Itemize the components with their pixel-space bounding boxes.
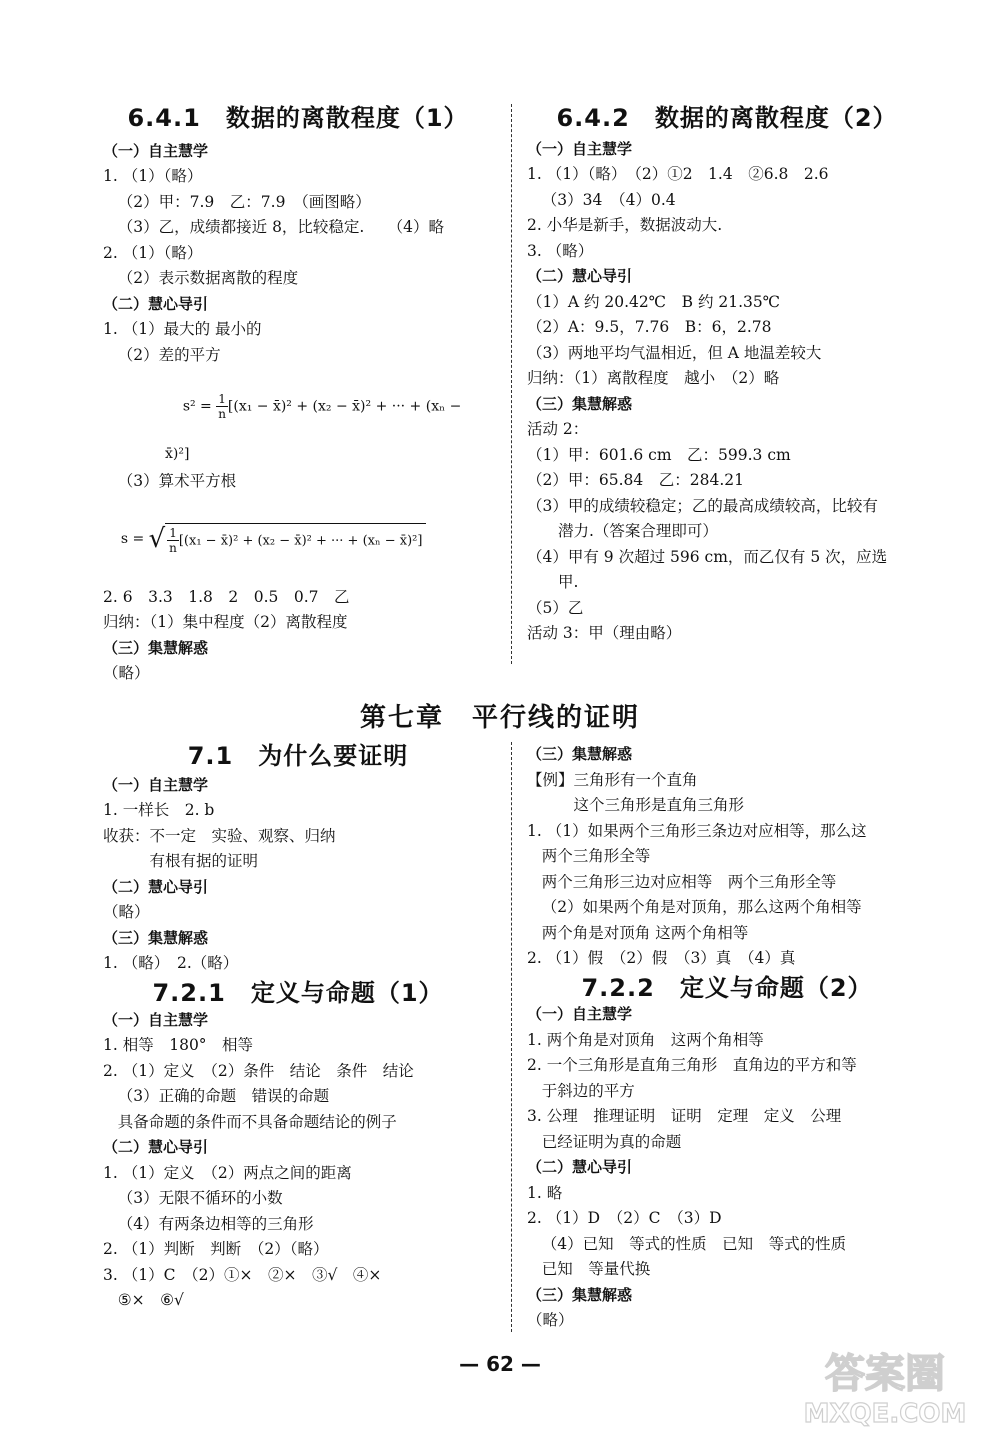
std-dev-formula: [103, 501, 493, 577]
section-heading: （三）集慧解惑: [527, 745, 633, 763]
section-title: 6.4.2 数据的离散程度（2）: [556, 104, 898, 132]
answer-line: 2. 小华是新手，数据波动大.: [527, 216, 723, 235]
answer-line: （2）表示数据离散的程度: [103, 269, 299, 288]
answer-line: 1. （1）最大的 最小的: [103, 320, 262, 339]
column-divider: [511, 742, 512, 1332]
answer-line: 1. （1）如果两个三角形三条边对应相等，那么这: [527, 821, 867, 840]
answer-list: [103, 139, 493, 369]
section-heading: （一）自主慧学: [527, 1005, 633, 1024]
answer-line: 1. （1）（略）: [103, 167, 203, 186]
answer-line: ⑤× ⑥√: [103, 1291, 184, 1310]
answer-list: [527, 1002, 927, 1334]
page-number: — 62 —: [459, 1352, 541, 1376]
answer-line: （3）乙，成绩都接近 8，比较稳定. （4）略: [103, 218, 444, 237]
answer-line: （2）A：9.5，7.76 B：6，2.78: [527, 318, 772, 337]
section-heading: （二）慧心导引: [103, 1138, 209, 1157]
answer-line: （2）差的平方: [103, 345, 221, 364]
answer-line: 2. 一个三角形是直角三角形 直角边的平方和等: [527, 1056, 857, 1075]
formula-fraction: [167, 526, 179, 555]
answer-line: （1）A 约 20.42℃ B 约 21.35℃: [527, 292, 781, 311]
answer-line: 两个三角形三边对应相等 两个三角形全等: [527, 872, 837, 891]
answer-line: 2. （1）定义 （2）条件 结论 条件 结论: [103, 1061, 414, 1080]
formula-fraction: [216, 392, 228, 421]
section-heading: （二）慧心导引: [103, 294, 209, 313]
section-6-4-1: [103, 104, 493, 687]
answer-list: [103, 585, 493, 687]
answer-line: （4）有两条边相等的三角形: [103, 1214, 314, 1233]
answer-line: （2）甲：7.9 乙：7.9 （画图略）: [103, 192, 371, 211]
answer-line: 归纳：（1）集中程度（2）离散程度: [103, 613, 348, 632]
answer-line: 收获：不一定 实验、观察、归纳: [103, 826, 336, 845]
column-divider: [511, 104, 512, 664]
answer-line: 活动 2：: [527, 420, 589, 439]
answer-line: （1）甲：601.6 cm 乙：599.3 cm: [527, 445, 791, 464]
answer-line: 2. （1）D （2）C （3）D: [527, 1209, 722, 1228]
formula-body: [(x₁ − x̄)² + (x₂ − x̄)² + ··· + (xₙ −: [227, 398, 462, 415]
answer-line: 归纳：（1）离散程度 越小 （2）略: [527, 369, 780, 388]
answer-list: [103, 1008, 493, 1314]
formula-body: [(x₁ − x̄)² + (x₂ − x̄)² + ··· + (xₙ − x̄)²]: [178, 533, 423, 549]
section-heading: （一）自主慧学: [527, 139, 633, 158]
answer-line: 3. 公理 推理证明 证明 定理 定义 公理: [527, 1107, 842, 1126]
section-title: 6.4.1 数据的离散程度（1）: [127, 104, 469, 132]
answer-line: 2. 6 3.3 1.8 2 0.5 0.7 乙: [103, 587, 350, 606]
answer-line: 1. （略） 2.（略）: [103, 954, 239, 973]
section-title: 7.2.1 定义与命题（1）: [152, 978, 444, 1007]
sqrt-icon: √: [148, 523, 166, 554]
answer-list: [527, 742, 927, 972]
answer-line: 于斜边的平方: [527, 1081, 635, 1100]
section-heading: （三）集慧解惑: [527, 1285, 633, 1304]
sqrt-radicand: [165, 523, 426, 555]
section-heading: （一）自主慧学: [103, 141, 209, 160]
answer-line: （3）34 （4）0.4: [527, 190, 676, 209]
answer-line: （略）: [103, 903, 150, 922]
answer-line: （略）: [103, 664, 150, 683]
fraction-denominator: n: [169, 540, 177, 555]
section-heading: （二）慧心导引: [527, 267, 633, 286]
answer-line: 活动 3：甲（理由略）: [527, 624, 682, 643]
section-heading: （三）集慧解惑: [527, 394, 633, 413]
fraction-denominator: n: [218, 407, 226, 422]
section-6-4-2: [527, 104, 927, 647]
section-7-1: [103, 742, 493, 1314]
chapter-title: 第七章 平行线的证明: [359, 703, 640, 733]
variance-formula-cont: x̄)²]: [165, 446, 190, 463]
answer-line: 2. （1）（略）: [103, 243, 203, 262]
answer-line: （2）甲：65.84 乙：284.21: [527, 471, 744, 490]
answer-line: （3）正确的命题 错误的命题: [103, 1087, 330, 1106]
answer-line: （3）两地平均气温相近，但 A 地温差较大: [527, 343, 822, 362]
answer-line: 1. 相等 180° 相等: [103, 1036, 254, 1055]
section-7-1-continued: [527, 742, 927, 1334]
answer-line: （4）甲有 9 次超过 596 cm，而乙仅有 5 次，应选: [527, 547, 888, 566]
section-heading: （一）自主慧学: [103, 775, 209, 794]
answer-line: 3. （略）: [527, 241, 594, 260]
section-heading: （三）集慧解惑: [103, 928, 209, 947]
answer-line: 潜力.（答案合理即可）: [527, 522, 718, 541]
answer-line: 3. （1）C （2）①× ②× ③√ ④×: [103, 1265, 382, 1284]
watermark-logo: [790, 1337, 980, 1432]
answer-list: [527, 137, 927, 647]
section-heading: （一）自主慧学: [103, 1010, 209, 1029]
answer-line: 1. （1）（略） （2）①2 1.4 ②6.8 2.6: [527, 165, 829, 184]
answer-line: （4）已知 等式的性质 已知 等式的性质: [527, 1234, 847, 1253]
formula-lhs: s² =: [182, 398, 217, 415]
section-heading: （三）集慧解惑: [103, 638, 209, 657]
fraction-numerator: 1: [218, 392, 226, 407]
answer-line: 1. 略: [527, 1183, 563, 1202]
answer-line: （2）如果两个角是对顶角，那么这两个角相等: [527, 898, 862, 916]
answer-line: 2. （1）假 （2）假 （3）真 （4）真: [527, 949, 796, 967]
watermark-text: 答案圈: [825, 1351, 945, 1397]
answer-line: 具备命题的条件而不具备命题结论的例子: [103, 1112, 397, 1131]
answer-line: 两个角是对顶角 这两个角相等: [527, 923, 749, 942]
answer-line: 1. （1）定义 （2）两点之间的距离: [103, 1163, 352, 1182]
watermark-url: MXQE.COM: [803, 1399, 967, 1429]
answer-line: 1. 两个角是对顶角 这两个角相等: [527, 1030, 764, 1049]
answer-line: 1. 一样长 2. b: [103, 801, 215, 820]
answer-line: 已知 等量代换: [527, 1260, 651, 1279]
answer-line: 【例】三角形有一个直角: [527, 770, 698, 789]
answer-list: [103, 773, 493, 977]
fraction-numerator: 1: [169, 525, 177, 540]
section-heading: （二）慧心导引: [527, 1158, 633, 1177]
formula-lhs: s =: [120, 530, 149, 547]
answer-line: 2. （1）判断 判断 （2）（略）: [103, 1240, 329, 1259]
answer-line: （3）甲的成绩较稳定；乙的最高成绩较高，比较有: [527, 496, 878, 515]
answer-line: 已经证明为真的命题: [527, 1132, 682, 1151]
answer-line: （3）无限不循环的小数: [103, 1189, 283, 1208]
section-heading: （二）慧心导引: [103, 877, 209, 896]
section-title: 7.2.2 定义与命题（2）: [581, 973, 873, 1002]
answer-line: （略）: [527, 1311, 574, 1330]
section-title: 7.1 为什么要证明: [187, 742, 409, 770]
variance-formula: [103, 370, 493, 443]
answer-line: 有根有据的证明: [103, 852, 259, 871]
answer-line: （5）乙: [527, 598, 584, 617]
answer-line: 两个三角形全等: [527, 847, 651, 865]
answer-line: （3）算术平方根: [103, 472, 237, 491]
answer-line: 这个三角形是直角三角形: [527, 796, 745, 814]
answer-line: 甲.: [527, 573, 579, 592]
